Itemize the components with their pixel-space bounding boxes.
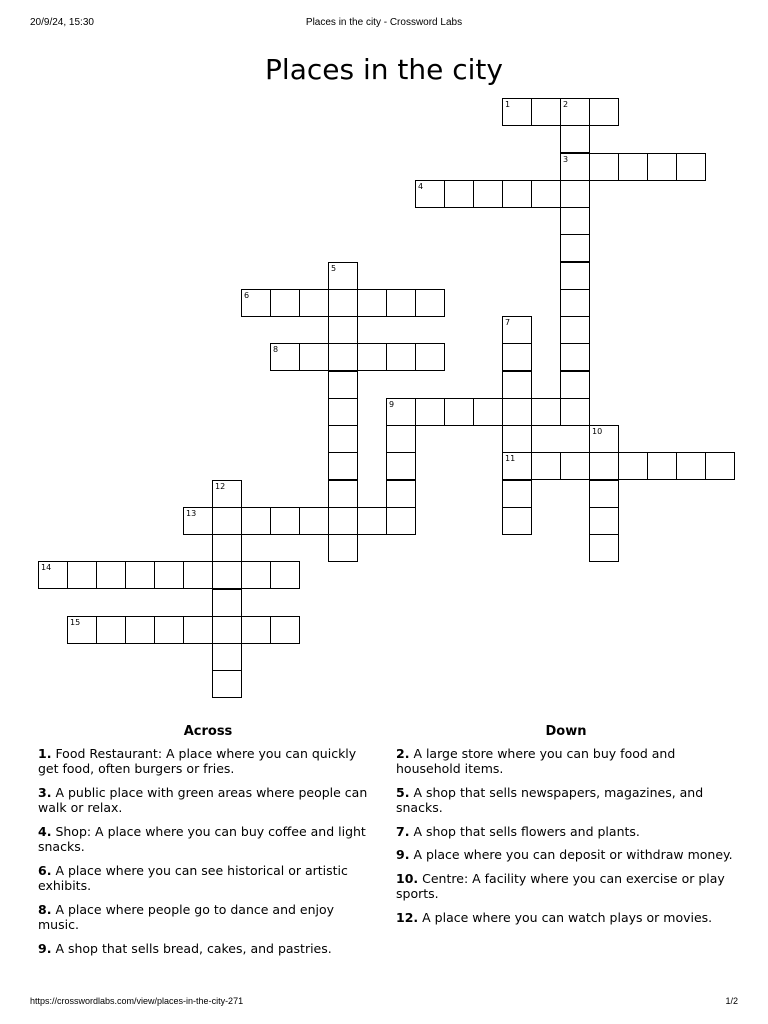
clue-number: 8. xyxy=(38,901,52,917)
clue-number-label: 2 xyxy=(563,100,569,109)
clue-down-7 xyxy=(396,824,736,840)
grid-cell xyxy=(589,153,619,181)
clue-number: 7. xyxy=(396,823,410,839)
grid-cell xyxy=(299,289,329,317)
print-datetime: 20/9/24, 15:30 xyxy=(30,17,94,28)
grid-cell xyxy=(502,452,532,480)
grid-cell xyxy=(618,153,648,181)
grid-cell xyxy=(502,480,532,508)
grid-cell xyxy=(415,343,445,371)
grid-cell xyxy=(212,643,242,671)
grid-cell xyxy=(531,180,561,208)
clue-number-label: 1 xyxy=(505,100,511,109)
grid-cell xyxy=(502,425,532,453)
grid-cell xyxy=(415,180,445,208)
grid-cell xyxy=(270,616,300,644)
grid-cell xyxy=(270,561,300,589)
grid-cell xyxy=(183,507,213,535)
grid-cell xyxy=(560,289,590,317)
clue-text: A large store where you can buy food and household items. xyxy=(396,745,676,776)
grid-cell xyxy=(386,289,416,317)
grid-cell xyxy=(328,371,358,399)
grid-cell xyxy=(502,180,532,208)
grid-cell xyxy=(328,289,358,317)
grid-cell xyxy=(531,98,561,126)
page-title: Places in the city xyxy=(265,52,503,86)
grid-cell xyxy=(502,316,532,344)
grid-cell xyxy=(560,371,590,399)
grid-cell xyxy=(386,398,416,426)
grid-cell xyxy=(560,180,590,208)
grid-cell xyxy=(560,153,590,181)
grid-cell xyxy=(328,398,358,426)
grid-cell xyxy=(96,561,126,589)
grid-cell xyxy=(299,343,329,371)
grid-cell xyxy=(589,507,619,535)
grid-cell xyxy=(560,452,590,480)
grid-cell xyxy=(299,507,329,535)
clue-text: A shop that sells newspapers, magazines, and snacks. xyxy=(396,784,704,815)
grid-cell xyxy=(241,507,271,535)
clue-text: A place where you can see historical or artistic exhibits. xyxy=(38,862,348,893)
clue-down-10 xyxy=(396,871,736,902)
clue-number: 6. xyxy=(38,862,52,878)
grid-cell xyxy=(241,561,271,589)
grid-cell xyxy=(154,561,184,589)
clue-across-8 xyxy=(38,902,378,933)
grid-cell xyxy=(676,153,706,181)
clue-text: A place where people go to dance and enjoy music. xyxy=(38,901,335,932)
grid-cell xyxy=(502,98,532,126)
grid-cell xyxy=(647,153,677,181)
grid-cell xyxy=(502,507,532,535)
clue-down-9 xyxy=(396,847,736,863)
clue-number-label: 8 xyxy=(273,345,279,355)
clue-across-3 xyxy=(38,785,378,816)
clue-number: 9. xyxy=(396,847,410,862)
grid-cell xyxy=(212,534,242,562)
clue-number: 1. xyxy=(38,745,52,761)
grid-cell xyxy=(154,616,184,644)
clue-number-label: 4 xyxy=(418,181,424,191)
grid-cell xyxy=(618,452,648,480)
clue-number: 9. xyxy=(38,940,52,956)
down-heading: Down xyxy=(545,724,587,739)
grid-cell xyxy=(705,452,735,480)
grid-cell xyxy=(676,452,706,480)
clue-down-5 xyxy=(396,785,736,816)
grid-cell xyxy=(560,207,590,235)
grid-cell xyxy=(328,452,358,480)
grid-cell xyxy=(212,616,242,644)
print-page-number: 1/2 xyxy=(725,996,738,1006)
grid-cell xyxy=(183,561,213,589)
clue-number-label: 11 xyxy=(505,454,516,464)
grid-cell xyxy=(125,616,155,644)
grid-cell xyxy=(415,289,445,317)
grid-cell xyxy=(386,343,416,371)
grid-cell xyxy=(328,262,358,290)
grid-cell xyxy=(212,480,242,508)
clue-number: 5. xyxy=(396,784,410,800)
clue-text: A public place with green areas where people can walk or relax. xyxy=(38,784,368,815)
grid-cell xyxy=(589,98,619,126)
grid-cell xyxy=(328,425,358,453)
clue-text: A place where you can watch plays or movies. xyxy=(422,909,713,925)
grid-cell xyxy=(560,316,590,344)
grid-cell xyxy=(589,534,619,562)
grid-cell xyxy=(386,480,416,508)
clue-number: 3. xyxy=(38,784,52,800)
grid-cell xyxy=(328,316,358,344)
grid-cell xyxy=(560,262,590,290)
clue-number-label: 15 xyxy=(70,617,81,627)
across-clues xyxy=(38,724,378,964)
grid-cell xyxy=(183,616,213,644)
clue-number-label: 5 xyxy=(331,263,337,273)
grid-cell xyxy=(473,180,503,208)
grid-cell xyxy=(38,561,68,589)
grid-cell xyxy=(328,534,358,562)
down-clues xyxy=(396,724,736,933)
grid-cell xyxy=(502,398,532,426)
grid-cell xyxy=(560,343,590,371)
grid-cell xyxy=(502,371,532,399)
grid-cell xyxy=(473,398,503,426)
grid-cell xyxy=(531,398,561,426)
grid-cell xyxy=(502,343,532,371)
clue-text: Shop: A place where you can buy coffee and light snacks. xyxy=(38,823,366,854)
grid-cell xyxy=(386,507,416,535)
grid-cell xyxy=(212,589,242,617)
grid-cell xyxy=(125,561,155,589)
grid-cell xyxy=(357,289,387,317)
grid-cell xyxy=(328,480,358,508)
across-heading: Across xyxy=(183,724,233,739)
grid-cell xyxy=(67,616,97,644)
grid-cell xyxy=(212,670,242,698)
clue-number-label: 3 xyxy=(563,154,569,164)
clue-across-4 xyxy=(38,824,378,855)
grid-cell xyxy=(560,125,590,153)
clue-text: A shop that sells flowers and plants. xyxy=(413,823,640,839)
grid-cell xyxy=(415,398,445,426)
clue-number-label: 9 xyxy=(389,399,395,409)
grid-cell xyxy=(328,507,358,535)
grid-cell xyxy=(270,343,300,371)
grid-cell xyxy=(589,425,619,453)
clue-number: 10. xyxy=(396,870,419,886)
grid-cell xyxy=(560,398,590,426)
grid-cell xyxy=(531,452,561,480)
grid-cell xyxy=(386,452,416,480)
clue-text: A shop that sells bread, cakes, and pastries. xyxy=(55,940,332,956)
clue-text: Centre: A facility where you can exercise or play sports. xyxy=(396,870,725,901)
grid-cell xyxy=(444,398,474,426)
grid-cell xyxy=(589,452,619,480)
grid-cell xyxy=(357,507,387,535)
grid-cell xyxy=(647,452,677,480)
grid-cell xyxy=(241,289,271,317)
grid-cell xyxy=(212,507,242,535)
clue-down-2 xyxy=(396,746,736,777)
print-url: https://crosswordlabs.com/view/places-in-the-city-271 xyxy=(30,996,244,1006)
grid-cell xyxy=(241,616,271,644)
grid-cell xyxy=(589,480,619,508)
grid-cell xyxy=(270,289,300,317)
grid-cell xyxy=(270,507,300,535)
clue-number: 4. xyxy=(38,823,52,839)
grid-cell xyxy=(444,180,474,208)
grid-cell xyxy=(386,425,416,453)
clue-number-label: 6 xyxy=(244,290,250,300)
clue-number-label: 14 xyxy=(41,563,52,573)
clue-text: A place where you can deposit or withdraw money. xyxy=(413,847,733,862)
grid-cell xyxy=(96,616,126,644)
grid-cell xyxy=(357,343,387,371)
clue-number-label: 7 xyxy=(505,318,511,327)
clue-across-9 xyxy=(38,941,378,957)
grid-cell xyxy=(560,234,590,262)
print-page-title: Places in the city - Crossword Labs xyxy=(305,17,463,28)
clue-number-label: 12 xyxy=(215,481,226,491)
clue-across-1 xyxy=(38,746,378,777)
clue-down-12 xyxy=(396,910,736,926)
clue-number: 2. xyxy=(396,745,410,761)
grid-cell xyxy=(67,561,97,589)
clue-number-label: 13 xyxy=(186,508,197,518)
grid-cell xyxy=(328,343,358,371)
clue-text: Food Restaurant: A place where you can quickly get food, often burgers or fries. xyxy=(38,745,357,776)
clue-number: 12. xyxy=(396,909,419,925)
clue-across-6 xyxy=(38,863,378,894)
grid-cell xyxy=(560,98,590,126)
grid-cell xyxy=(212,561,242,589)
clue-number-label: 10 xyxy=(592,427,603,436)
